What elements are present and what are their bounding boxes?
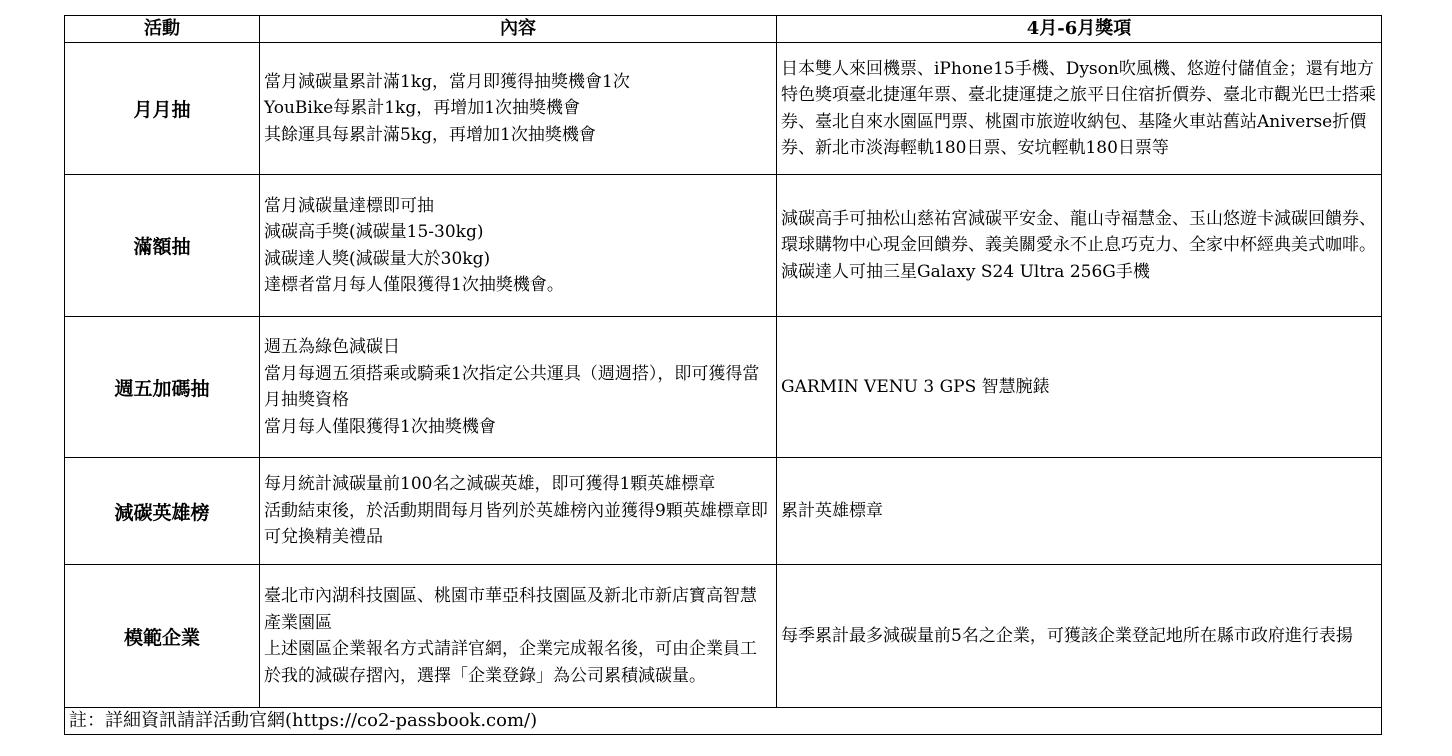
header-activity: 活動 bbox=[65, 16, 260, 43]
table-row bbox=[65, 43, 1382, 175]
content-line: 上述園區企業報名方式請詳官網，企業完成報名後，可由企業員工於我的減碳存摺內，選擇「企業登錄」為公司累積減碳量。 bbox=[264, 639, 757, 686]
content-cell bbox=[260, 565, 777, 708]
table-row bbox=[65, 458, 1382, 565]
content-line: 活動結束後，於活動期間每月皆列於英雄榜內並獲得9顆英雄標章即可兌換精美禮品 bbox=[264, 500, 768, 548]
activity-cell: 減碳英雄榜 bbox=[65, 458, 260, 565]
content-line: 達標者當月每人僅限獲得1次抽獎機會。 bbox=[264, 275, 564, 295]
content-line: 當月每人僅限獲得1次抽獎機會 bbox=[264, 416, 496, 437]
prize-line: GARMIN VENU 3 GPS 智慧腕錶 bbox=[781, 376, 1050, 397]
activity-cell: 月月抽 bbox=[65, 43, 260, 175]
prize-table bbox=[64, 15, 1382, 735]
content-line: 當月減碳量達標即可抽 bbox=[264, 195, 434, 216]
header-content: 內容 bbox=[260, 16, 777, 43]
table-row bbox=[65, 317, 1382, 458]
note-text: 註：詳細資訊請詳活動官網(https://co2-passbook.com/) bbox=[65, 708, 1382, 735]
content-line: 當月每週五須搭乘或騎乘1次指定公共運具（週週搭），即可獲得當月抽獎資格 bbox=[264, 363, 760, 410]
content-cell bbox=[260, 458, 777, 565]
prize-line: 日本雙人來回機票、iPhone15手機、Dyson吹風機、悠遊付儲值金；還有地方特色獎項臺北捷運年票、臺北捷運捷之旅平日住宿折價券、臺北市觀光巴士搭乘券、臺北自來水園區門票、桃園市旅遊收納包、基隆火車站舊站Aniverse折價券、新北市淡海輕軌180日票、安坑輕軌180日票等 bbox=[781, 58, 1376, 158]
content-line: 週五為綠色減碳日 bbox=[264, 337, 400, 357]
content-cell bbox=[260, 43, 777, 175]
table-row bbox=[65, 565, 1382, 708]
activity-cell: 模範企業 bbox=[65, 565, 260, 708]
prize-line: 累計英雄標章 bbox=[781, 500, 883, 521]
prize-line: 減碳達人可抽三星Galaxy S24 Ultra 256G手機 bbox=[781, 261, 1150, 282]
table-row bbox=[65, 175, 1382, 317]
prize-line: 每季累計最多減碳量前5名之企業，可獲該企業登記地所在縣市政府進行表揚 bbox=[781, 625, 1353, 646]
prize-line: 減碳高手可抽松山慈祐宮減碳平安金、龍山寺福慧金、玉山悠遊卡減碳回饋券、環球購物中心現金回饋券、義美關愛永不止息巧克力、全家中杯經典美式咖啡。 bbox=[781, 208, 1376, 256]
prize-cell bbox=[777, 43, 1382, 175]
content-line: 減碳高手獎(減碳量15-30kg) bbox=[264, 222, 484, 242]
content-line: 當月減碳量累計滿1kg，當月即獲得抽獎機會1次 bbox=[264, 71, 630, 92]
activity-cell: 滿額抽 bbox=[65, 175, 260, 317]
content-line: 每月統計減碳量前100名之減碳英雄，即可獲得1顆英雄標章 bbox=[264, 474, 716, 495]
content-line: YouBike每累計1kg，再增加1次抽獎機會 bbox=[264, 98, 581, 119]
prize-cell bbox=[777, 317, 1382, 458]
content-cell bbox=[260, 317, 777, 458]
content-line: 臺北市內湖科技園區、桃園市華亞科技園區及新北市新店寶高智慧產業園區 bbox=[264, 586, 757, 633]
content-line: 其餘運具每累計滿5kg，再增加1次抽獎機會 bbox=[264, 124, 596, 145]
table-header-row bbox=[65, 16, 1382, 43]
activity-cell: 週五加碼抽 bbox=[65, 317, 260, 458]
prize-cell bbox=[777, 175, 1382, 317]
header-prize: 4月-6月獎項 bbox=[777, 16, 1382, 43]
prize-cell bbox=[777, 458, 1382, 565]
prize-cell bbox=[777, 565, 1382, 708]
prize-table-container bbox=[64, 15, 1381, 735]
note-row bbox=[65, 708, 1382, 735]
content-line: 減碳達人獎(減碳量大於30kg) bbox=[264, 248, 491, 269]
content-cell bbox=[260, 175, 777, 317]
